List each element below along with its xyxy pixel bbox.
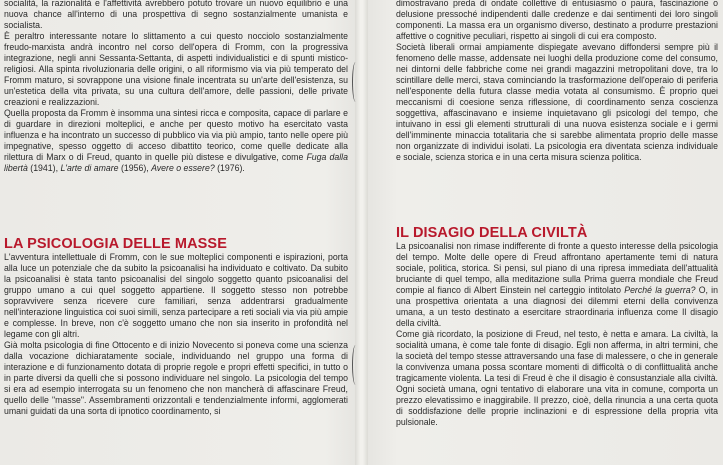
- left-section: [4, 236, 348, 417]
- book-title: Perché la guerra?: [624, 285, 696, 295]
- disagio-paragraph-1: La psicoanalisi non rimase indifferente di fronte a questo interesse della psicologia del tempo. Molte delle opere di Freud affrontano apertamente temi di natura sociale, politica, storica. Si pensi, sul piano di una ripresa immediata dell'attualità bruciante di quel tempo, alla meditazione sulla Prima guerra mondiale che Freud compie al fianco di Albert Einstein nel carteggio intitolato Perché la guerra? O, in una prospettiva orientata a una diagnosi dei dilemmi eterni della convivenza umana, a un testo destinato a esercitare straordinaria influenza come Il disagio della civiltà.: [396, 241, 718, 328]
- right-column: [396, 0, 718, 163]
- section-heading-masse: LA PSICOLOGIA DELLE MASSE: [4, 236, 227, 252]
- book-title: L'arte di amare: [60, 163, 119, 173]
- binding-stitch: [352, 345, 359, 385]
- right-page: [368, 0, 723, 465]
- right-paragraph-2: Società liberali ormai ampiamente dispiegate avevano diffondersi sempre più il fenomeno delle masse, addensate nei luoghi della produzione come del consumo, nei dintorni delle fabbriche come nei grandi magazzini metropolitani dove, tra lo scintillare delle merci, stava cominciando la trasformazione dell'operaio di periferia nell'esponente della futura classe media votata al consumismo. È proprio quei meccanismi di coesione senza riflessione, di coordinamento senza coscienza soggettiva, affascinavano e insieme inquietavano gli psicologi del tempo, che intuivano in essi gli elementi strutturali di una nuova esistenza sociale e i germi dell'imminente minaccia totalitaria che si sarebbe alimentata proprio delle masse non organizzate di individui isolati. La psicologia era diventata scienza individuale e sociale, scienza storica e in una certa misura scienza politica.: [396, 42, 718, 162]
- left-intro-paragraph-2: È peraltro interessante notare lo slittamento a cui questo nocciolo sostanzialmente freudo-marxista andrà incontro nel corso dell'opera di Fromm, con la progressiva integrazione, negli anni Sessanta-Settanta, di aspetti individualistici e di spunti mistico-religiosi. Alla spinta rivoluzionaria delle origini, o all riformismo via via più temperato del Fromm maturo, si sovrappone una visione finale incentrata su un'arte dell'esistenza, su un'estetica della vita privata, su una cultura dell'amore, delle passioni, delle private creazioni e realizzazioni.: [4, 31, 348, 107]
- masse-paragraph-2: Già molta psicologia di fine Ottocento e di inizio Novecento si poneva come una scienza dalla vocazione dichiaratamente sociale, individuando nel gruppo una forma di interazione e di funzionamento dotata di proprie regole e propri effetti specifici, in tutto o in parte diversi da quelli che si possono individuare nel singolo. La psicologia del tempo si era ad esempio interrogata su un fenomeno che non mancherà di affascinare Freud, quello delle "masse". Assembramenti orizzontali e tendenzialmente informi, agglomerati umani guidati da una sorta di ipnotico coordinamento, si: [4, 340, 348, 416]
- book-gutter: [355, 0, 368, 465]
- book-title: Avere o essere?: [151, 163, 215, 173]
- book-title: Fuga dalla libertà: [4, 152, 348, 173]
- right-section: [396, 225, 718, 428]
- binding-stitch: [352, 62, 359, 102]
- masse-paragraph-1: L'avventura intellettuale di Fromm, con le sue molteplici componenti e ispirazioni, porta alla luce un potenziale che da subito la psicoanalisi ha individuato e coltivato. Da subito la psicoanalisi è stata tanto psicoanalisi del singolo soggetto quanto psicoanalisi del gruppo umano a cui quel soggetto appartiene. Il soggetto stesso non potrebbe sopravvivere senza ricevere cure familiari, senza addentrarsi gradualmente nell'interazione linguistica coi suoi simili, senza partecipare a reti sociali via via più ampie e complesse. In breve, non c'è soggetto umano che non sia inserito in profondità nel legame con gli altri.: [4, 252, 348, 339]
- left-page: [0, 0, 355, 465]
- disagio-paragraph-2: Come già ricordato, la posizione di Freud, nel testo, è netta e amara. La civiltà, la socialità umana, è come tale fonte di disagio. Egli non afferma, in altri termini, che la società del tempo stesse attraversando una fase di malessere, o che in generale la convivenza umana possa scontare momenti di difficoltà o di conflittualità anche tragicamente violenta. La tesi di Freud è che il disagio è consustanziale alla civiltà. Ogni società umana, ogni tentativo di elaborare una vita in comune, comporta un prezzo elevatissimo e inaggirabile. Il prezzo, cioè, della rinuncia a una certa quota di soddisfazione delle proprie inclinazioni e di espressione della propria vita pulsionale.: [396, 329, 718, 427]
- left-column: [4, 0, 348, 174]
- section-heading-disagio: IL DISAGIO DELLA CIVILTÀ: [396, 225, 588, 241]
- right-paragraph-1: dimostravano preda di ondate collettive di entusiasmo o paura, fascinazione o delusione pressoché indipendenti dalle credenze e dai sentimenti dei loro singoli componenti. La massa era un organismo diverso, destinato a produrre prestazioni affettive o cognitive peculiari, rispetto ai singoli di cui era composto.: [396, 0, 718, 41]
- fromm-works-paragraph: Quella proposta da Fromm è insomma una sintesi ricca e composita, capace di parlare e di guardare in direzioni molteplici, e anche per questo motivo ha esercitato vasta influenza e ha incontrato un successo di pubblico via via più ampio, tanto nelle opere più impegnative, spesso oggetto di acceso dibattito teorico, come quelle dedicate alla rilettura di Marx o di Freud, quanto in quelle più distese e divulgative, come Fuga dalla libertà (1941), L'arte di amare (1956), Avere o essere? (1976).: [4, 108, 348, 173]
- left-intro-paragraph-1: socialità, la razionalità e l'affettività avrebbero potuto trovare un nuovo equilibrio e una nuova chance all'interno di una prospettiva di segno sostanzialmente umanista e socialista.: [4, 0, 348, 30]
